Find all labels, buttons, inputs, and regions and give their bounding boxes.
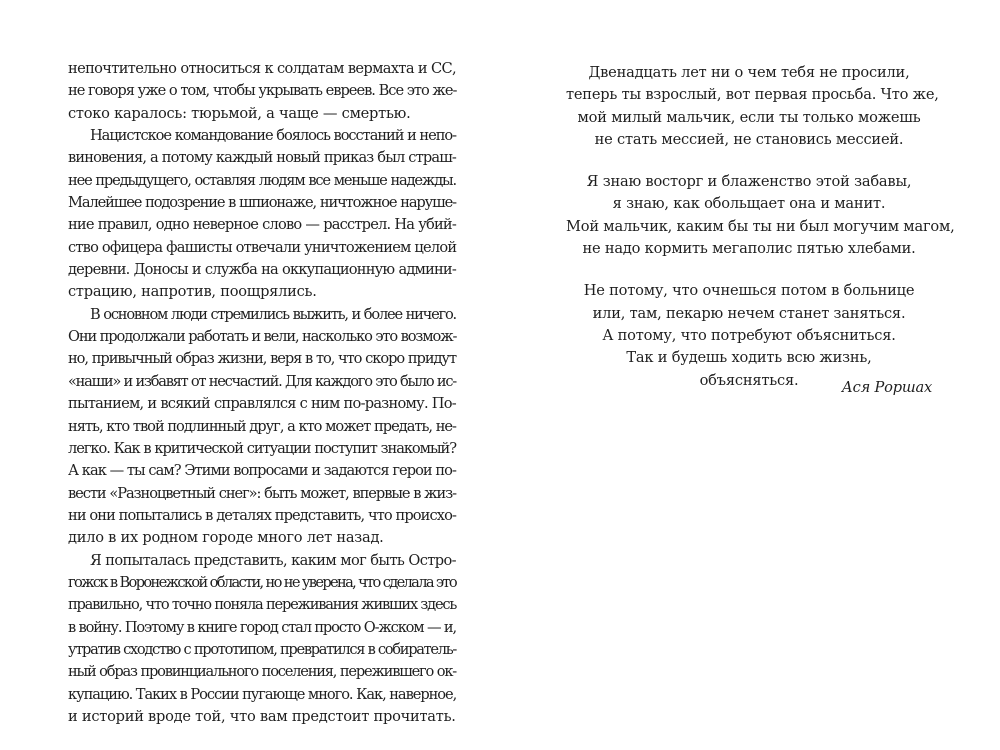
prose-line: ство офицера фашисты отвечали уничтожением целой xyxy=(68,238,457,256)
prose-line: ни они попытались в деталях представить, что происхо- xyxy=(68,506,456,524)
prose-line: В основном люди стремились выжить, и более ничего. xyxy=(90,305,456,323)
prose-line: гожск в Воронежской области, но не уверена, что сделала это xyxy=(68,573,456,591)
poem-line: Мой мальчик, каким бы ты ни был могучим магом, xyxy=(566,217,955,235)
prose-line: «наши» и избавят от несчастий. Для каждого это было ис- xyxy=(68,372,456,390)
prose-line: вести «Разноцветный снег»: быть может, впервые в жиз- xyxy=(68,484,456,502)
prose-line: стоко каралось: тюрьмой, а чаще — смертью. xyxy=(68,104,411,122)
poem-stanza xyxy=(566,62,939,151)
prose-line: Они продолжали работать и вели, насколько это возмож- xyxy=(68,328,457,346)
prose-line: утратив сходство с прототипом, превратился в собиратель- xyxy=(68,640,456,658)
poem-line: мой милый мальчик, если ты только можешь xyxy=(577,108,921,126)
prose-text xyxy=(68,58,456,728)
prose-line: в войну. Поэтому в книге город стал просто О-жском — и, xyxy=(68,618,456,636)
prose-line: купацию. Таких в России пугающе много. Как, наверное, xyxy=(68,685,457,703)
prose-line: легко. Как в критической ситуации поступит знакомый? xyxy=(68,439,456,457)
prose-line: Малейшее подозрение в шпионаже, ничтожное наруше- xyxy=(68,194,456,212)
prose-line: не говоря уже о том, чтобы укрывать евреев. Все это же- xyxy=(68,82,457,100)
poem-line: или, там, пекарю нечем станет заняться. xyxy=(592,304,906,322)
prose-line: нее предыдущего, оставляя людям все меньше надежды. xyxy=(68,171,456,189)
poem-line: объясняться. xyxy=(699,371,799,389)
poem-author: Ася Роршах xyxy=(841,379,932,396)
poem-line: теперь ты взрослый, вот первая просьба. Что же, xyxy=(566,86,939,104)
poem-line: Я знаю восторг и блаженство этой забавы, xyxy=(586,173,912,191)
prose-line: правильно, что точно поняла переживания живших здесь xyxy=(68,596,457,614)
prose-line: ние правил, одно неверное слово — расстрел. На убий- xyxy=(68,216,456,234)
poem-line: Не потому, что очнешься потом в больнице xyxy=(583,282,915,300)
poem-line: не стать мессией, не становись мессией. xyxy=(594,130,904,148)
poem-line: Так и будешь ходить всю жизнь, xyxy=(626,349,872,367)
prose-line: и историй вроде той, что вам предстоит прочитать. xyxy=(68,707,456,725)
prose-line: А как — ты сам? Этими вопросами и задаются герои по- xyxy=(68,462,456,480)
poem-line: я знаю, как обольщает она и манит. xyxy=(612,195,886,213)
poem-line: А потому, что потребуют объясниться. xyxy=(602,326,896,344)
prose-line: дило в их родном городе много лет назад. xyxy=(68,529,384,547)
poem-stanza xyxy=(566,171,955,260)
prose-line: Я попыталась представить, каким мог быть Остро- xyxy=(90,551,456,569)
prose-line: пытанием, и всякий справлялся с ним по-разному. По- xyxy=(68,395,456,413)
poem-line: не надо кормить мегаполис пятью хлебами. xyxy=(582,240,916,258)
prose-line: ный образ провинциального поселения, пережившего ок- xyxy=(68,663,456,681)
prose-line: но, привычный образ жизни, веря в то, что скоро придут xyxy=(68,350,456,368)
prose-line: Нацистское командование боялось восстаний и непо- xyxy=(90,127,456,145)
prose-line: виновения, а потому каждый новый приказ был страш- xyxy=(68,149,456,167)
poem-line: Двенадцать лет ни о чем тебя не просили, xyxy=(588,64,910,81)
prose-line: нять, кто твой подлинный друг, а кто может предать, не- xyxy=(68,417,456,435)
poem xyxy=(566,62,955,412)
prose-line: страцию, напротив, поощрялись. xyxy=(68,283,317,301)
prose-line: непочтительно относиться к солдатам вермахта и СС, xyxy=(68,60,456,77)
poem-stanza xyxy=(566,280,932,391)
prose-line: деревни. Доносы и служба на оккупационную админи- xyxy=(68,261,456,279)
